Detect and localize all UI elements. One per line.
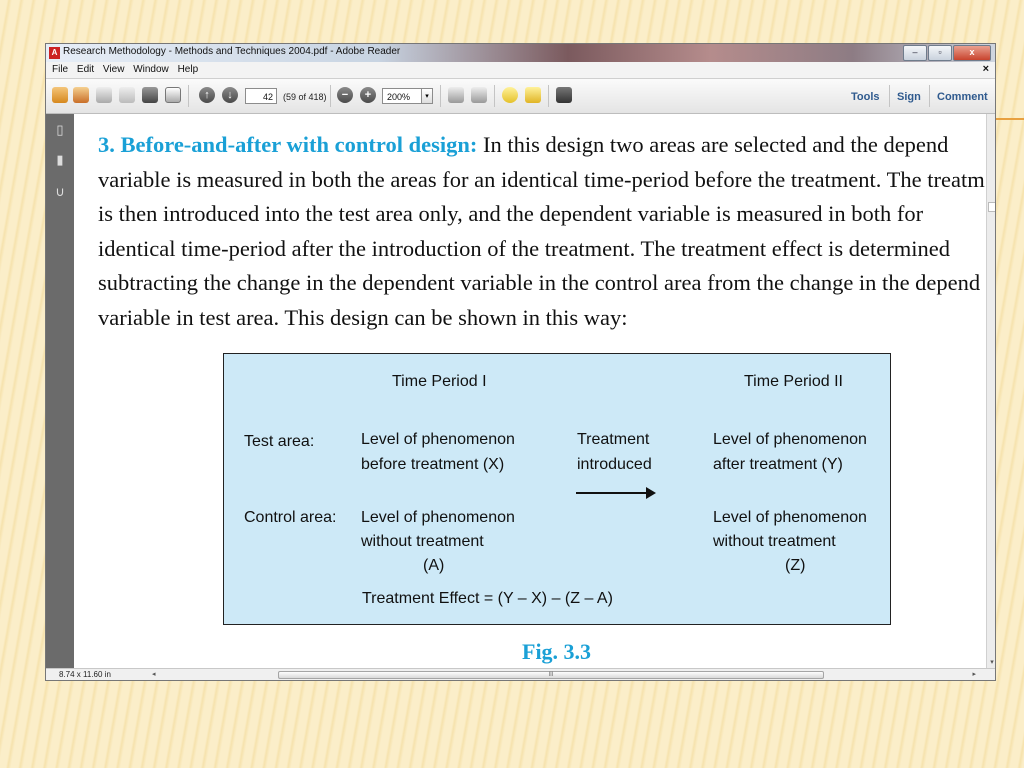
- treatment-effect-formula: Treatment Effect = (Y – X) – (Z – A): [362, 590, 613, 607]
- control-after-line-1: Level of phenomenon: [713, 509, 867, 526]
- control-before-line-2: without treatment: [361, 533, 484, 550]
- body-text: [98, 128, 986, 335]
- figure-box: [223, 353, 891, 625]
- control-after-line-2: without treatment: [713, 533, 836, 550]
- toolbar-separator: [188, 85, 189, 107]
- edit-pdf-icon[interactable]: [96, 87, 112, 103]
- zoom-level-input[interactable]: 200%: [382, 88, 422, 104]
- control-before-line-3: (A): [423, 557, 445, 574]
- title-bar: [46, 44, 995, 62]
- toolbar-separator: [548, 85, 549, 107]
- window-title: Research Methodology - Methods and Techniques 2004.pdf - Adobe Reader: [63, 46, 401, 57]
- control-after-line-3: (Z): [785, 557, 806, 574]
- save-icon[interactable]: [119, 87, 135, 103]
- menu-view[interactable]: View: [102, 64, 125, 75]
- adobe-reader-window: [45, 43, 996, 681]
- toolbar-separator: [494, 85, 495, 107]
- status-bar: [46, 668, 995, 681]
- next-page-icon[interactable]: ↓: [222, 87, 238, 103]
- previous-page-icon[interactable]: ↑: [199, 87, 215, 103]
- toolbar-separator: [440, 85, 441, 107]
- print-icon[interactable]: [142, 87, 158, 103]
- test-area-label: Test area:: [244, 433, 315, 450]
- comment-link[interactable]: Comment: [937, 91, 988, 103]
- toolbar-separator: [889, 85, 890, 107]
- text-line: 3. Before-and-after with control design: In this design two areas are selected and the depend: [98, 132, 949, 157]
- fit-width-icon[interactable]: [471, 87, 487, 103]
- zoom-dropdown-icon[interactable]: ▾: [421, 88, 433, 104]
- comment-icon[interactable]: [502, 87, 518, 103]
- menu-help[interactable]: Help: [177, 64, 199, 75]
- horizontal-scrollbar[interactable]: [150, 670, 986, 680]
- figure-caption: Fig. 3.3: [522, 639, 592, 664]
- arrow-right-icon: [576, 492, 654, 494]
- test-after-line-1: Level of phenomenon: [713, 431, 867, 448]
- toolbar: [46, 79, 995, 114]
- menu-edit[interactable]: Edit: [76, 64, 95, 75]
- email-icon[interactable]: [165, 87, 181, 103]
- page-size-label: 8.74 x 11.60 in: [59, 670, 111, 679]
- text-line: variable in test area. This design can be shown in this way:: [98, 304, 628, 330]
- maximize-button[interactable]: ▫: [928, 45, 952, 61]
- page-number-input[interactable]: 42: [245, 88, 277, 104]
- scroll-left-icon[interactable]: ◂: [152, 671, 156, 678]
- document-view: [74, 114, 986, 668]
- navigation-panel: [46, 114, 74, 668]
- close-button[interactable]: x: [953, 45, 991, 61]
- close-document-button[interactable]: ×: [982, 63, 989, 75]
- attachments-icon[interactable]: ∪: [55, 184, 65, 199]
- test-after-line-2: after treatment (Y): [713, 456, 843, 473]
- time-period-2-label: Time Period II: [744, 373, 843, 390]
- zoom-out-icon[interactable]: −: [337, 87, 353, 103]
- bookmarks-icon[interactable]: ▮: [56, 152, 64, 167]
- vertical-scrollbar[interactable]: [986, 114, 996, 668]
- minimize-button[interactable]: –: [903, 45, 927, 61]
- zoom-in-icon[interactable]: +: [360, 87, 376, 103]
- sign-link[interactable]: Sign: [897, 91, 921, 103]
- page-count: (59 of 418): [283, 92, 327, 102]
- test-before-line-2: before treatment (X): [361, 456, 505, 473]
- text-line: identical time-period after the introduction of the treatment. The treatment effect is determined: [98, 235, 950, 261]
- menu-bar: [46, 62, 995, 79]
- vertical-scroll-thumb[interactable]: [988, 202, 996, 212]
- highlight-icon[interactable]: [525, 87, 541, 103]
- create-pdf-icon[interactable]: [52, 87, 68, 103]
- section-heading: 3. Before-and-after with control design:: [98, 132, 478, 157]
- menu-file[interactable]: File: [52, 64, 69, 75]
- text-line: subtracting the change in the dependent variable in the control area from the change in the depend: [98, 270, 981, 295]
- adobe-reader-icon: A: [49, 47, 60, 59]
- treatment-line-1: Treatment: [577, 431, 650, 448]
- text-line: variable is measured in both the areas for an identical time-period before the treatment. The treatm: [98, 166, 985, 192]
- treatment-line-2: introduced: [577, 456, 652, 473]
- scroll-right-icon[interactable]: ▸: [972, 671, 976, 678]
- tools-link[interactable]: Tools: [851, 91, 880, 103]
- time-period-1-label: Time Period I: [392, 373, 487, 390]
- expand-icon[interactable]: [556, 87, 572, 103]
- fit-page-icon[interactable]: [448, 87, 464, 103]
- toolbar-separator: [330, 85, 331, 107]
- pages-icon[interactable]: ▯: [56, 122, 64, 137]
- control-area-label: Control area:: [244, 509, 337, 526]
- control-before-line-1: Level of phenomenon: [361, 509, 515, 526]
- horizontal-scroll-thumb[interactable]: III: [278, 671, 824, 679]
- scroll-down-icon[interactable]: ▾: [990, 659, 994, 666]
- combine-files-icon[interactable]: [73, 87, 89, 103]
- menu-window[interactable]: Window: [133, 64, 169, 75]
- test-before-line-1: Level of phenomenon: [361, 431, 515, 448]
- text-line: is then introduced into the test area only, and the dependent variable is measured in both for: [98, 201, 924, 226]
- window-controls: [903, 45, 991, 61]
- toolbar-separator: [929, 85, 930, 107]
